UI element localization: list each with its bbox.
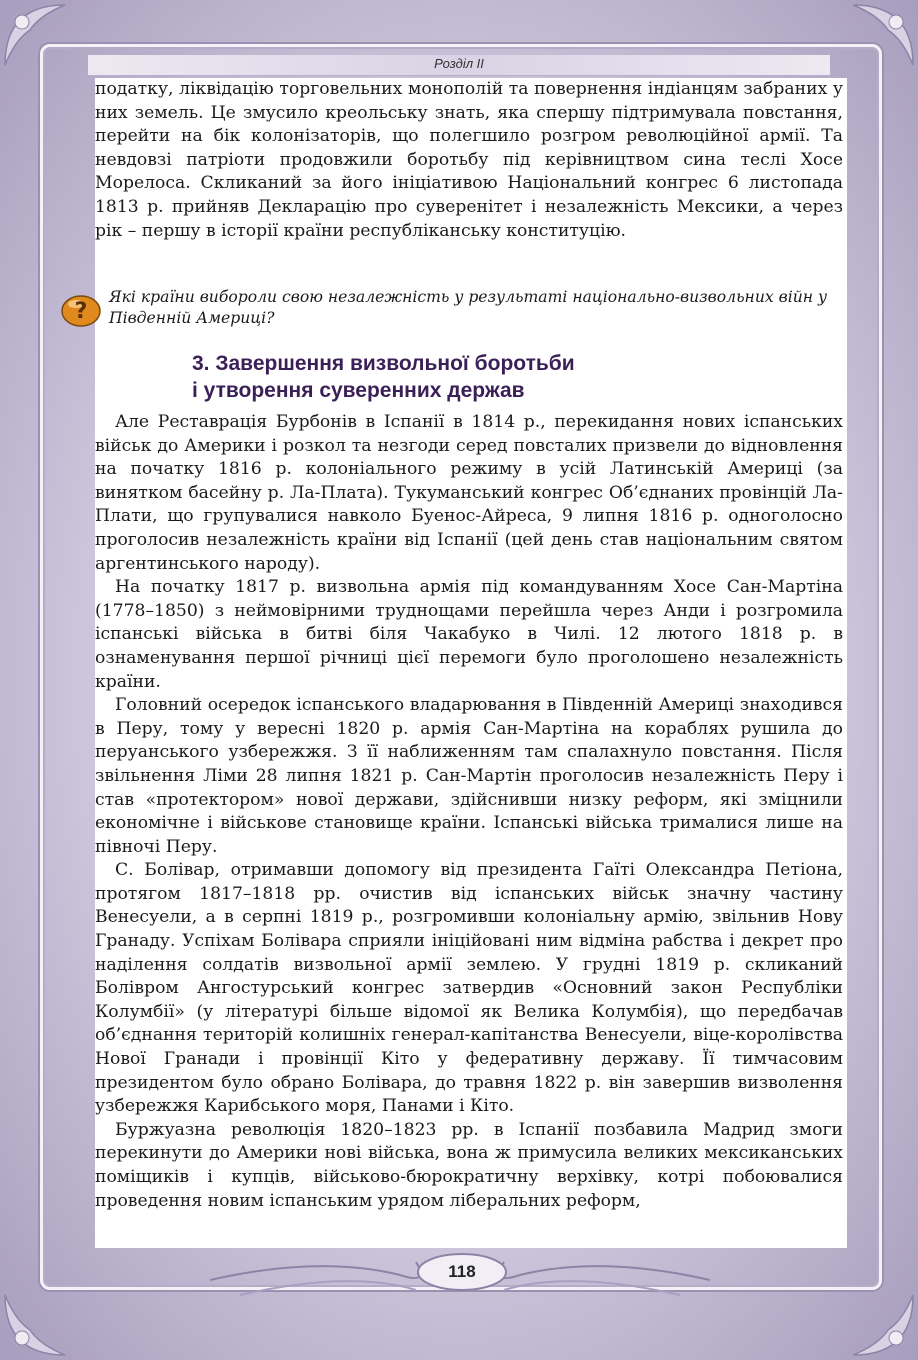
section-title-line1: 3. Завершення визвольної боротьби	[192, 352, 575, 375]
question-text: Які країни вибороли свою незалежність у результаті національно-визвольних війн у Південній Америці?	[109, 288, 828, 327]
paragraph: Головний осередок іспанського владарювання в Південній Америці знаходився в Перу, тому у вересні 1820 р. армія Сан-Мартіна на кораблях рушила до перуанського узбережжя. З її наближенням там спалахнуло повстання. Після звільнення Ліми 28 липня 1821 р. Сан-Мартін проголосив незалежність Перу і став «протектором» нової держави, здійснивши низку реформ, які зміцнили економічне і військове становище країни. Іспанські війська трималися лише на півночі Перу.	[95, 695, 843, 857]
corner-ornament-icon	[0, 0, 70, 70]
page-content-area	[95, 78, 847, 1248]
page-number: 118	[448, 1262, 476, 1281]
question-mark-icon	[60, 290, 102, 328]
paragraph: С. Болівар, отримавши допомогу від президента Гаїті Олександра Петіона, протягом 1817–1818 рр. очистив від іспанських військ значну частину Венесуели, а в серпні 1819 р., розгромивши колоніальну армію, звільнив Нову Гранаду. Успіхам Болівара сприяли ініційовані ним відміна рабства і декрет про наділення солдатів визвольної армії землею. У грудні 1819 р. скликаний Болівром Ангостурський конгрес затвердив «Основний закон Республіки Колумбії» (у літературі більше відомої як Велика Колумбія), що передбачав об’єднання територій колишніх генерал-капітанства Венесуели, віце-королівства Нової Гранади і провінції Кіто у федеративну державу. Її тимчасовим президентом було обрано Болівара, до травня 1822 р. він завершив визволення узбережжя Карибського моря, Панами і Кіто.	[95, 860, 843, 1117]
intro-text	[95, 78, 843, 243]
running-header	[88, 55, 830, 76]
svg-text:?: ?	[74, 299, 88, 324]
corner-ornament-icon	[848, 1290, 918, 1360]
review-question	[95, 287, 843, 329]
paragraph: Буржуазна революція 1820–1823 рр. в Іспанії позбавила Мадрид змоги перекинути до Америки нові війська, вона ж примусила великих мексиканських поміщиків і купців, військово-бюрократичну верхівку, котрі побоювалися проведення новим іспанським урядом ліберальних реформ,	[95, 1119, 843, 1211]
section-title-line2: і утворення суверенних держав	[192, 379, 525, 402]
corner-ornament-icon	[0, 1290, 70, 1360]
section-label: Розділ II	[434, 56, 484, 71]
page-number-badge	[416, 1252, 508, 1292]
paragraph: Але Реставрація Бурбонів в Іспанії в 1814 р., перекидання нових іспанських військ до Америки і розкол та незгоди серед повсталих призвели до відновлення на початку 1816 р. колоніального режиму в усій Латинській Америці (за винятком басейну р. Ла-Плата). Тукуманський конгрес Об’єднаних провінцій Ла-Плати, що групувалися навколо Буенос-Айреса, 9 липня 1816 р. одноголосно проголосив незалежність країни від Іспанії (цей день став національним святом аргентинського народу).	[95, 412, 843, 574]
corner-ornament-icon	[848, 0, 918, 70]
paragraph: На початку 1817 р. визвольна армія під командуванням Хосе Сан-Мартіна (1778–1850) з неймовірними труднощами перейшла через Анди і розгромила іспанські війська в битві біля Чакабуко в Чилі. 12 лютого 1818 р. в ознаменування першої річниці цієї перемоги було проголошено незалежність країни.	[95, 577, 843, 692]
section-body	[95, 411, 843, 1213]
section-heading	[192, 350, 792, 404]
intro-paragraph: податку, ліквідацію торговельних монополій та повернення індіанцям забраних у них земель. Це змусило креольську знать, яка спершу підтримувала повстання, перейти на бік колонізаторів, що полегшило розгром революційної армії. Та невдовзі патріоти продовжили боротьбу під керівництвом сина теслі Хосе Морелоса. Скликаний за його ініціативою Національний конгрес 6 листопада 1813 р. прийняв Декларацію про суверенітет і незалежність Мексики, а через рік – першу в історії країни республіканську конституцію.	[95, 79, 843, 241]
